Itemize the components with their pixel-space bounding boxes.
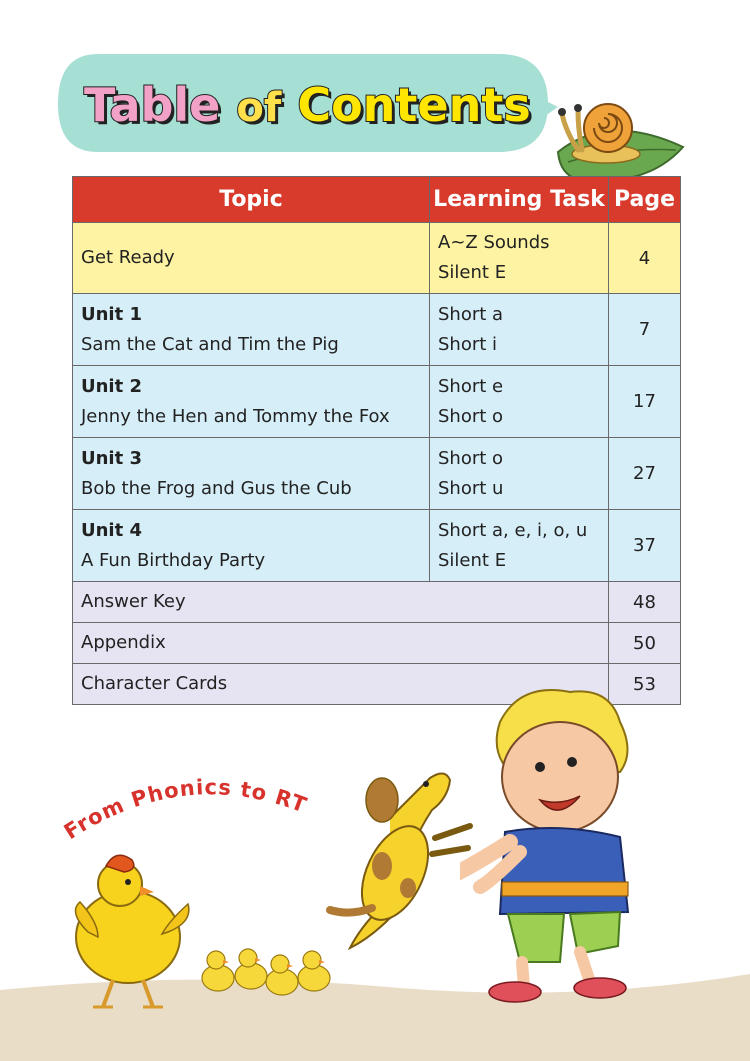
- page-title: [84, 70, 554, 140]
- header-topic: Topic: [73, 177, 430, 223]
- table-row-unit-1: [73, 294, 681, 366]
- svg-text:From Phonics to RT: [60, 775, 310, 844]
- topic-cell: [73, 366, 430, 438]
- task-line-1: Short o: [438, 447, 504, 469]
- table-row-unit-2: [73, 366, 681, 438]
- topic-text: Appendix: [81, 632, 166, 653]
- task-line-2: Short u: [438, 477, 504, 499]
- page-number: 50: [609, 623, 681, 664]
- title-word-of: of: [236, 85, 282, 131]
- page-number: 37: [609, 510, 681, 582]
- page-number: 53: [609, 664, 681, 705]
- header-page: Page: [609, 177, 681, 223]
- task-line-2: Short o: [438, 405, 504, 427]
- topic-text: Get Ready: [81, 247, 175, 268]
- page-number: 4: [609, 223, 681, 294]
- task-line-2: Silent E: [438, 262, 507, 283]
- unit-title: Sam the Cat and Tim the Pig: [81, 333, 339, 355]
- table-header-row: [73, 177, 681, 223]
- table-row-appendix: [73, 623, 681, 664]
- task-line-2: Silent E: [438, 549, 507, 571]
- chicks-icon: [196, 936, 336, 1006]
- topic-text: Character Cards: [81, 673, 228, 694]
- unit-label: Unit 4: [81, 519, 142, 541]
- task-cell: [430, 223, 609, 294]
- topic-text: Answer Key: [81, 591, 186, 612]
- toc-table: [72, 176, 681, 705]
- tagline-text: From Phonics to RT: [60, 775, 311, 845]
- page-number: 7: [609, 294, 681, 366]
- topic-cell: [73, 294, 430, 366]
- header-learning-task: Learning Task: [430, 177, 609, 223]
- table-row-unit-3: [73, 438, 681, 510]
- task-cell: [430, 294, 609, 366]
- table-row-answer-key: [73, 582, 681, 623]
- task-line-1: A~Z Sounds: [438, 232, 550, 253]
- topic-cell: [73, 510, 430, 582]
- title-word-contents: Contents: [297, 78, 531, 132]
- unit-title: A Fun Birthday Party: [81, 549, 266, 571]
- table-row-unit-4: [73, 510, 681, 582]
- topic-cell: [73, 623, 609, 664]
- page-number: 48: [609, 582, 681, 623]
- unit-title: Jenny the Hen and Tommy the Fox: [81, 405, 390, 427]
- title-word-table: Table: [84, 78, 221, 132]
- dog-icon: [320, 758, 480, 958]
- title-bubble: [58, 52, 548, 156]
- task-cell: [430, 510, 609, 582]
- task-line-1: Short e: [438, 375, 504, 397]
- unit-label: Unit 3: [81, 447, 142, 469]
- task-line-2: Short i: [438, 333, 498, 355]
- boy-icon: [460, 682, 670, 1012]
- topic-cell: [73, 223, 430, 294]
- topic-cell: [73, 438, 430, 510]
- task-cell: [430, 438, 609, 510]
- page-number: 17: [609, 366, 681, 438]
- task-line-1: Short a: [438, 303, 504, 325]
- unit-title: Bob the Frog and Gus the Cub: [81, 477, 352, 499]
- unit-label: Unit 1: [81, 303, 142, 325]
- snail-icon: [548, 92, 688, 188]
- unit-label: Unit 2: [81, 375, 142, 397]
- topic-cell: [73, 582, 609, 623]
- task-cell: [430, 366, 609, 438]
- hen-icon: [58, 842, 198, 1012]
- tagline-arc: [60, 770, 340, 850]
- task-line-1: Short a, e, i, o, u: [438, 519, 588, 541]
- table-row-get-ready: [73, 223, 681, 294]
- page-number: 27: [609, 438, 681, 510]
